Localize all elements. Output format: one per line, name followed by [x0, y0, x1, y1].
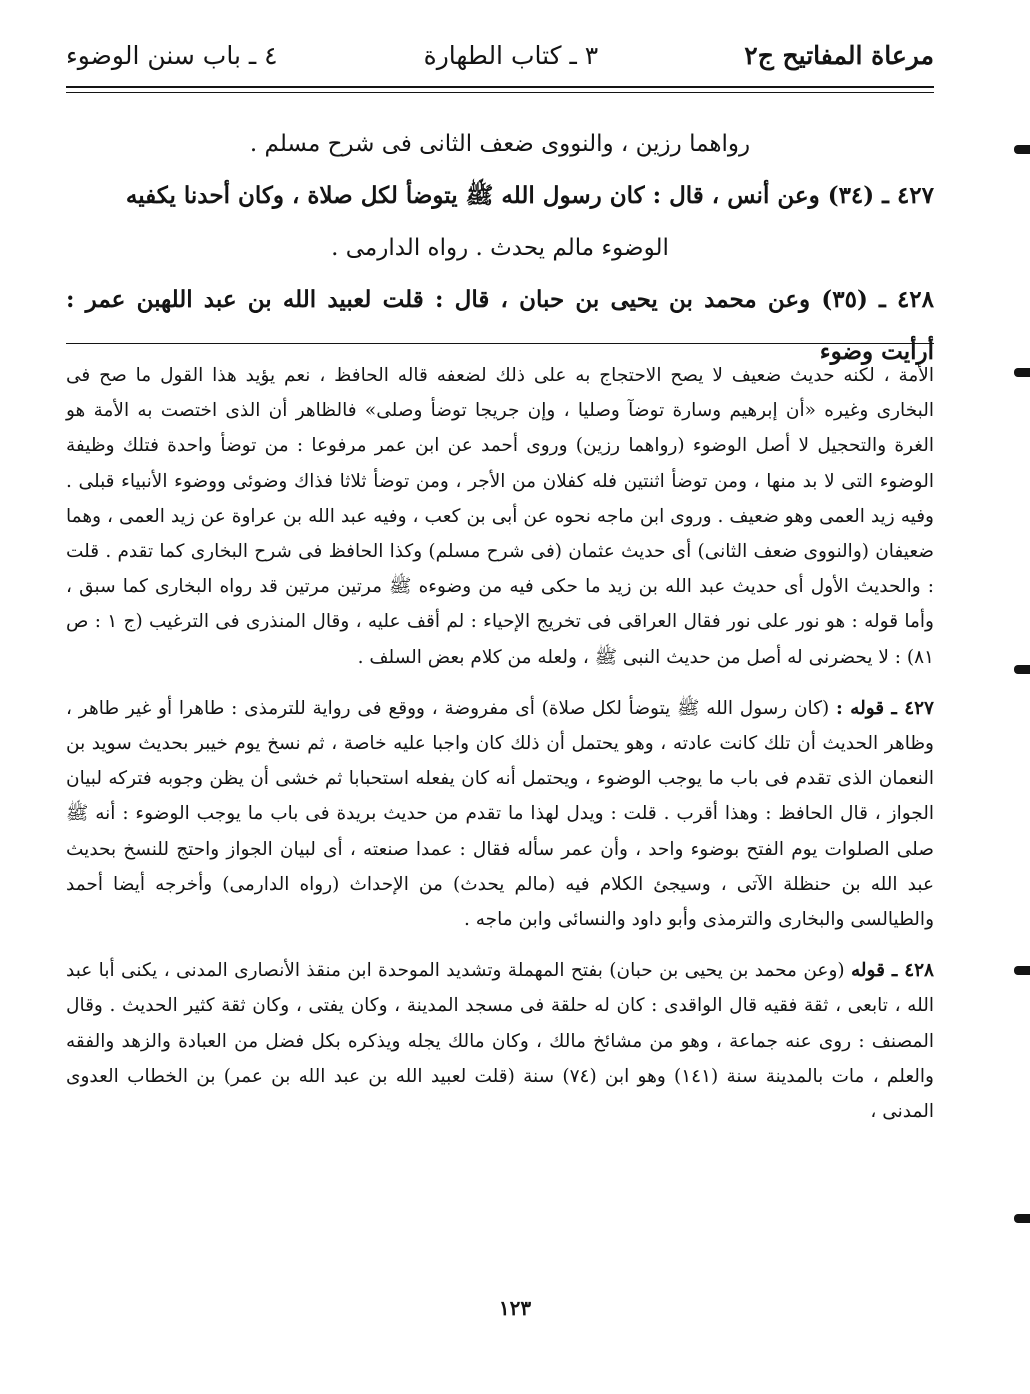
header-rule-top — [66, 86, 934, 88]
scan-edge-mark — [1014, 1214, 1030, 1223]
commentary-body: (كان رسول الله ﷺ يتوضأ لكل صلاة) أى مفروضة ، ووقع فى رواية للترمذى : طاهرا أو غير طاهر ، وظاهر الحديث أن تلك كانت عادته ، وهو يحتمل أن ذلك كان واجبا عليه خاصة ، ثم نسخ يوم خيبر بحديث سويد بن النعمان الذى تقدم فى باب ما يوجب الوضوء ، ويحتمل أنه كان يفعله استحبابا ثم خشى أن يظن وجوبه فتركه لبيان الجواز ، قال الحافظ : وهذا أقرب . قلت : ويدل لهذا ما تقدم من حديث بريدة فى باب ما يوجب الوضوء : أنه ﷺ صلى الصلوات يوم الفتح بوضوء واحد ، وأن عمر سأله فقال : عمدا صنعته ، أى لبيان الجواز واحتج للنسخ بحديث عبد الله بن حنظلة الآتى ، وسيجئ الكلام فيه (مالم يحدث) من الإحداث (رواه الدارمى) وأخرجه أيضا أحمد والطيالسى والبخارى والترمذى وأبو داود والنسائى وابن ماجه . — [66, 697, 934, 931]
hadith-427: ٤٢٧ ـ (٣٤) وعن أنس ، قال : كان رسول الله ﷺ يتوضأ لكل صلاة ، وكان أحدنا يكفيه — [125, 182, 934, 209]
header-rule-bottom — [66, 92, 934, 93]
commentary-body: (وعن محمد بن يحيى بن حبان) بفتح المهملة وتشديد الموحدة ابن منقذ الأنصارى المدنى ، يكنى أبا عبد الله ، تابعى ، ثقة فقيه قال الواقدى : كان له حلقة فى مسجد المدينة ، وكان يفتى ، وكان ثقة كثير الحديث . وقال المصنف : روى عنه جماعة ، وهو من مشائخ مالك ، وكان مالك يجله ويذكره بكل فضل من العبادة والزهد والفقه والعلم ، مات بالمدينة سنة (١٤١) وهو ابن (٧٤) سنة (قلت لعبيد الله بن عبد الله بن عمر) بن الخطاب العدوى المدنى ، — [66, 960, 934, 1123]
running-header — [66, 32, 934, 78]
commentary-paragraph: الأمة ، لكنه حديث ضعيف لا يصح الاحتجاج به على ذلك لضعفه قاله الحافظ ، نعم يؤيد هذا القول ما صح فى البخارى وغيره «أن إبرهيم وسارة توضآ وصليا ، وإن جريجا توضأ وصلى» فالظاهر أن الذى اختصت به الأمة هو الغرة والتحجيل لا أصل الوضوء (رواهما رزين) وروى أحمد عن ابن عمر مرفوعا : من توضأ واحدة فتلك وظيفة الوضوء التى لا بد منها ، ومن توضأ اثنتين فله كفلان من الأجر ، ومن توضأ ثلاثا فذاك وضوئى ووضوء الأنبياء قبلى . وفيه زيد العمى وهو ضعيف . وروى ابن ماجه نحوه عن أبى بن كعب ، وفيه عبد الله بن عراوة عن زيد العمى ، وهما ضعيفان (والنووى ضعف الثانى) أى حديث عثمان (فى شرح مسلم) وكذا الحافظ فى شرح البخارى كما تقدم . قلت : والحديث الأول أى حديث عبد الله بن زيد ما حكى فيه من وضوءه ﷺ مرتين مرتين قد رواه البخارى كما سبق ، وأما قوله : هو نور على نور فقال العراقى فى تخريج الإحياء : لم أقف عليه ، وقال المنذرى فى الترغيب (ج ١ : ص ٨١) : لا يحضرنى له أصل من حديث النبى ﷺ ، ولعله من كلام بعض السلف . — [66, 365, 934, 668]
hadith-428: ٤٢٨ ـ (٣٥) وعن محمد بن يحيى بن حبان ، قال : قلت لعبيد الله بن عبد اللهبن عمر : أرأيت وضوء — [66, 286, 935, 365]
commentary-section — [66, 358, 934, 1145]
scan-edge-mark — [1014, 145, 1030, 154]
header-book-title: مرعاة المفاتيح ج٢ — [744, 40, 934, 70]
hadith-text-section — [66, 118, 934, 378]
matn-line: رواهما رزين ، والنووى ضعف الثانى فى شرح مسلم . — [249, 131, 751, 157]
hadith-427-continuation: الوضوء مالم يحدث . رواه الدارمى . — [331, 235, 669, 261]
scan-edge-mark — [1014, 966, 1030, 975]
header-section: ٤ ـ باب سنن الوضوء — [66, 40, 278, 70]
commentary-lead: ٤٢٨ ـ قوله — [850, 960, 934, 982]
scan-edge-mark — [1014, 665, 1030, 674]
commentary-lead: ٤٢٧ ـ قوله : — [836, 697, 934, 719]
page-number: ١٢٣ — [498, 1296, 532, 1320]
section-divider — [66, 343, 934, 344]
commentary-paragraph-428 — [66, 953, 934, 1129]
header-chapter: ٣ ـ كتاب الطهارة — [423, 40, 599, 70]
commentary-paragraph-427 — [66, 691, 934, 937]
scan-edge-mark — [1014, 368, 1030, 377]
